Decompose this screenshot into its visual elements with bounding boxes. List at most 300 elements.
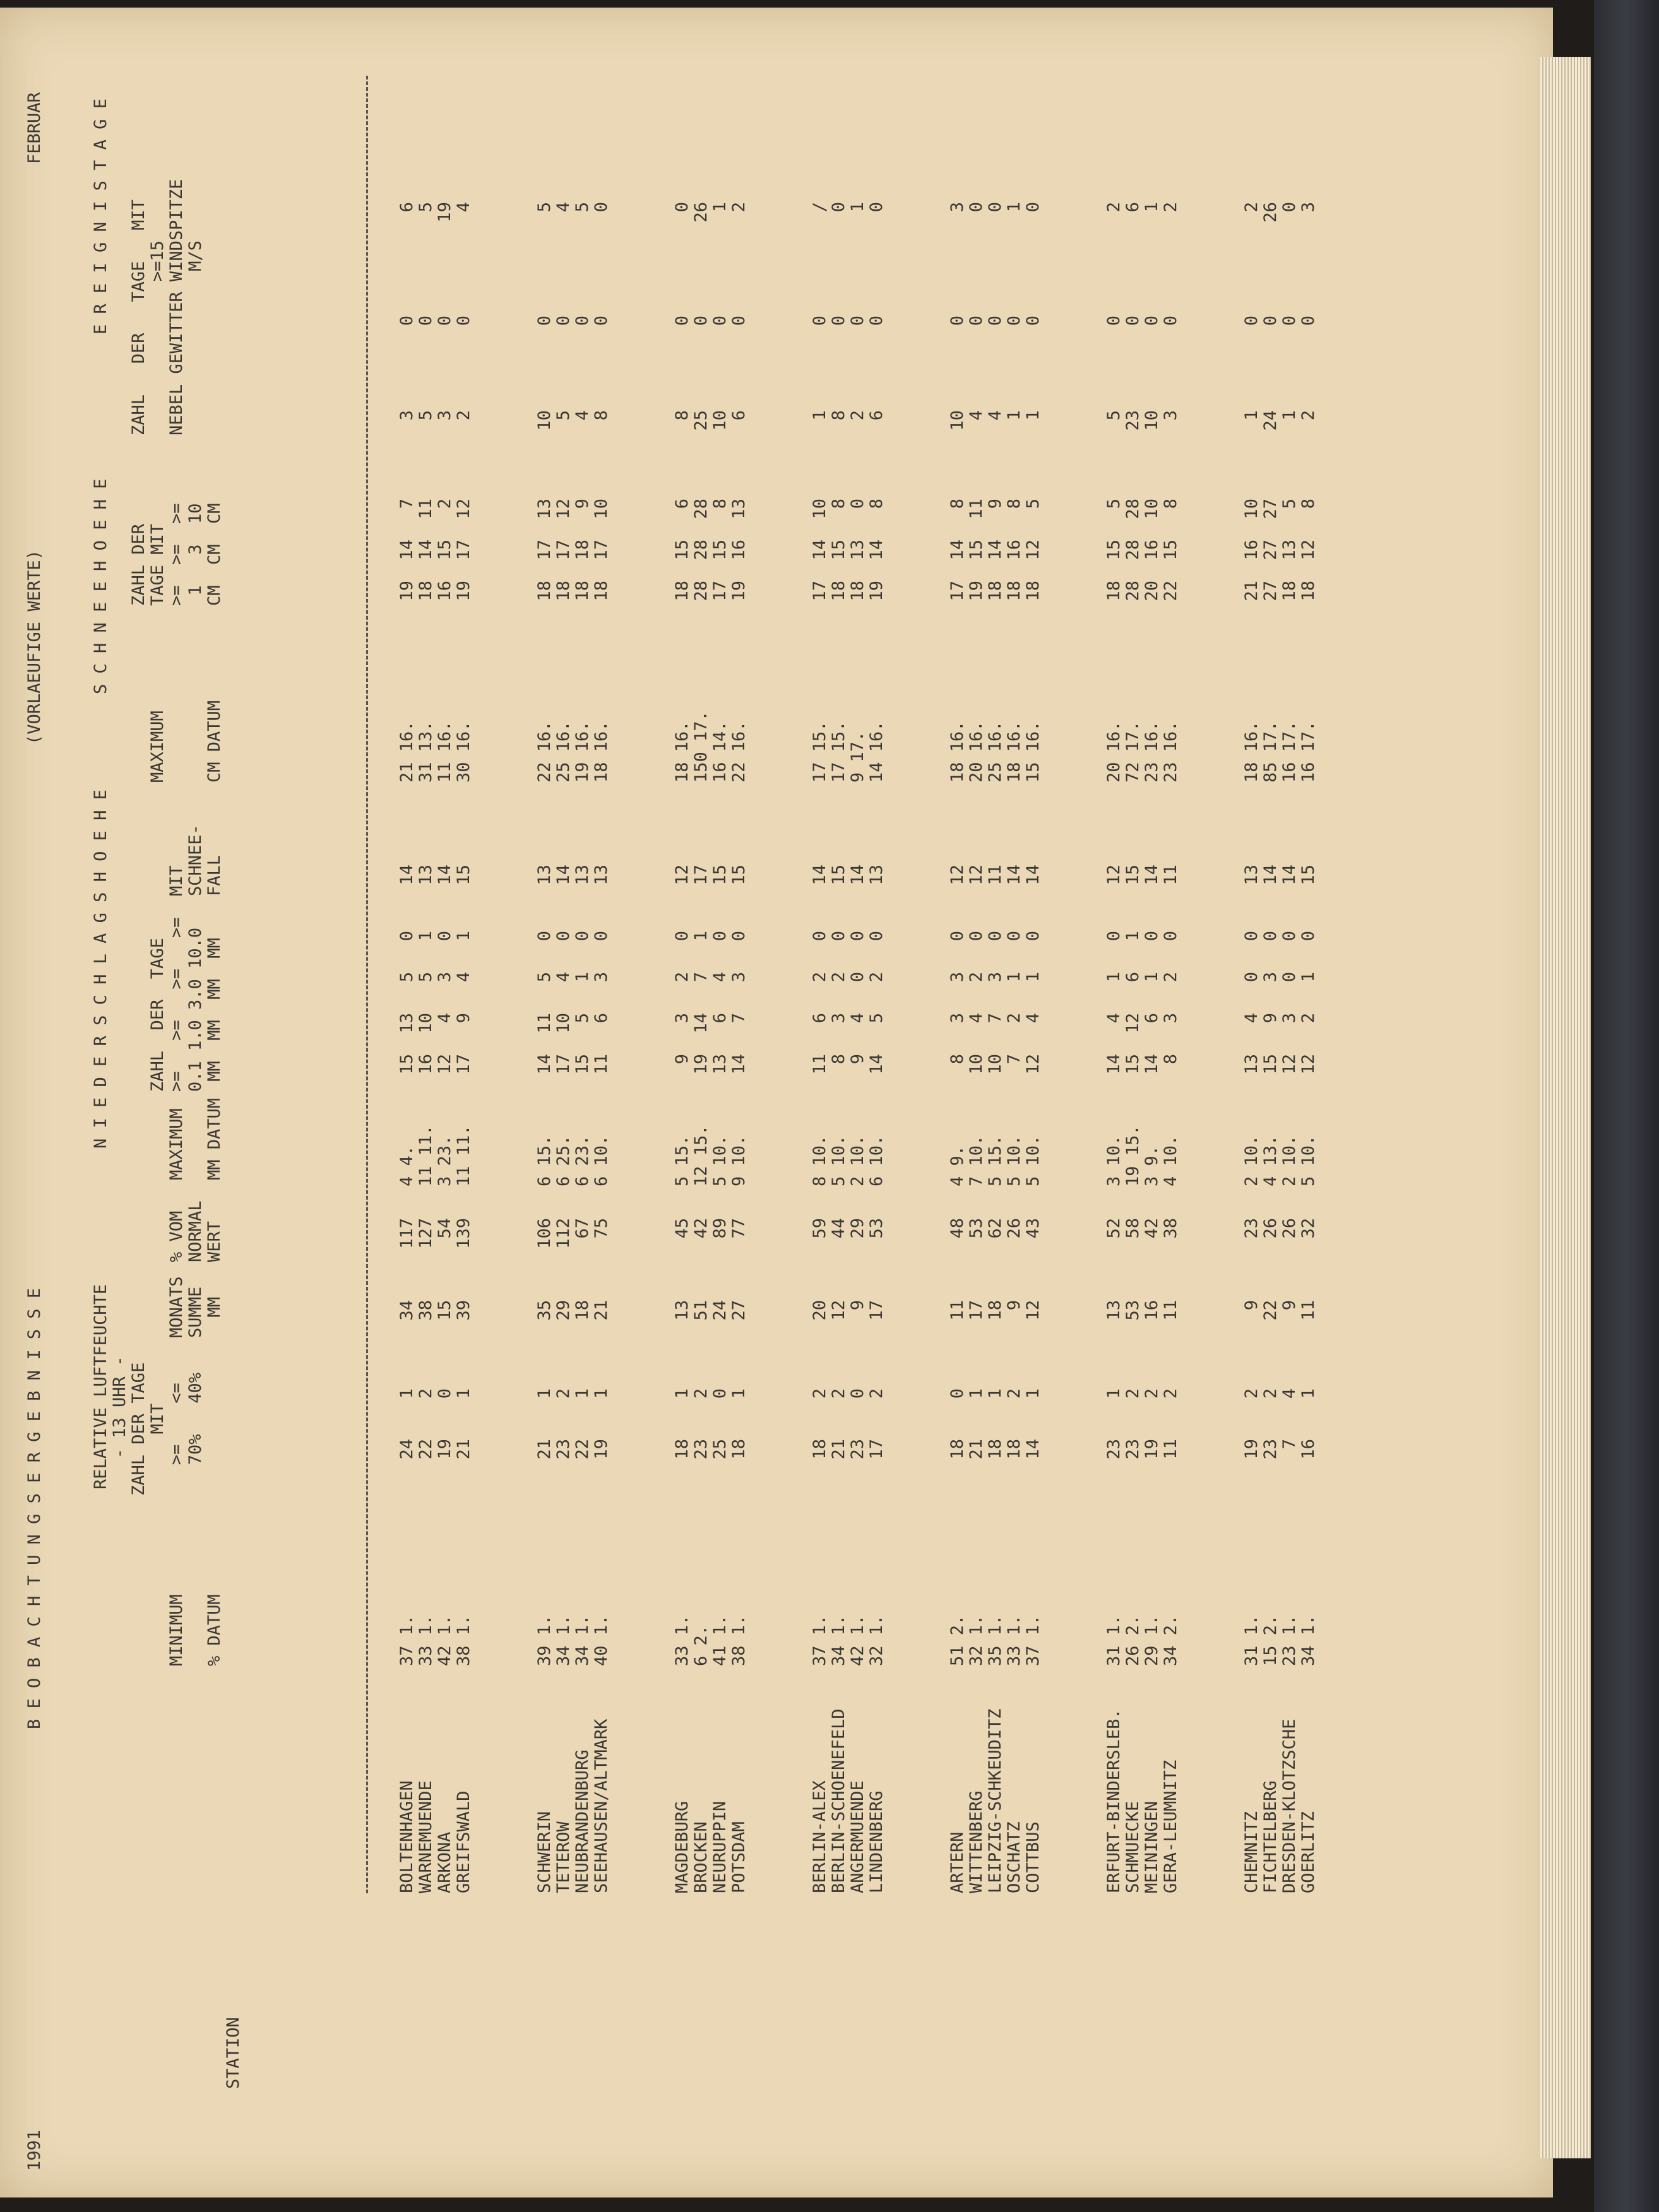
days-ge-70: 19 (592, 1439, 611, 1460)
station-name: GREIFSWALD (454, 1790, 473, 1893)
wind-gust-days: 0 (867, 202, 886, 213)
days-ge-1-0: 13 (397, 1013, 417, 1034)
snow-days-header: ZAHL DER TAGE MIT >= >= >= 1 3 10 CM CM CM (129, 503, 224, 606)
days-ge-1-0: 3 (1161, 1013, 1180, 1024)
days-ge-1-0: 10 (554, 1013, 573, 1034)
thunderstorm-days: 0 (729, 316, 749, 326)
thunderstorm-days: 0 (1299, 316, 1318, 326)
precip-max: 4 4. (397, 1145, 417, 1186)
humidity-heading: RELATIVE LUFTFEUCHTE - 13 UHR - (91, 1284, 129, 1489)
station-name: FICHTELBERG (1261, 1780, 1280, 1893)
snowfall-days: 13 (592, 865, 611, 885)
precip-pct-normal: 42 (691, 1218, 711, 1239)
precip-max: 5 10. (1023, 1135, 1043, 1186)
humidity-min: 34 2. (1161, 1614, 1180, 1666)
wind-gust-days: 2 (729, 202, 749, 213)
precip-sum: 35 (535, 1300, 554, 1321)
wind-gust-days: 4 (454, 202, 473, 213)
snow-days-ge-1: 18 (592, 581, 611, 601)
days-ge-0-1: 12 (435, 1054, 455, 1075)
days-ge-3-0: 0 (1242, 972, 1261, 983)
fog-days: 2 (1299, 410, 1318, 421)
snow-days-ge-10: 10 (592, 499, 611, 519)
wind-gust-days: 3 (1299, 202, 1318, 213)
precip-pct-normal: 52 (1104, 1218, 1124, 1239)
station-name: BERLIN-ALEX (810, 1780, 830, 1893)
snow-max: 21 16. (397, 721, 417, 783)
fog-days: 1 (810, 410, 830, 421)
days-ge-0-1: 14 (867, 1054, 886, 1075)
precip-sum: 12 (829, 1300, 848, 1321)
humidity-min: 35 1. (985, 1614, 1005, 1666)
snowfall-days: 13 (867, 865, 886, 885)
thunderstorm-days: 0 (592, 316, 611, 326)
snow-max: 18 16. (592, 721, 611, 783)
snow-days-ge-10: 13 (729, 499, 749, 519)
snow-max: 22 16. (729, 721, 749, 783)
days-le-40: 0 (710, 1388, 730, 1399)
snowfall-days: 15 (1123, 865, 1143, 885)
snowfall-days: 17 (691, 865, 711, 885)
fog-days: 6 (729, 410, 749, 421)
thunderstorm-days: 0 (1104, 316, 1124, 326)
days-ge-0-1: 8 (829, 1054, 848, 1065)
snow-max: 18 16. (1004, 721, 1024, 783)
days-ge-70: 23 (691, 1439, 711, 1460)
snow-max: 9 17. (848, 731, 867, 783)
station-name: DRESDEN-KLOTZSCHE (1280, 1718, 1299, 1893)
days-ge-70: 16 (1299, 1439, 1318, 1460)
days-ge-70: 19 (1242, 1439, 1261, 1460)
wind-gust-days: 1 (848, 202, 867, 213)
fog-days: 10 (710, 410, 730, 431)
days-le-40: 1 (1104, 1388, 1124, 1399)
days-ge-70: 23 (1261, 1439, 1280, 1460)
days-ge-1-0: 2 (1004, 1013, 1024, 1024)
wind-gust-days: 0 (966, 202, 986, 213)
days-ge-10-0: 0 (672, 931, 692, 942)
precip-sum: 9 (1004, 1300, 1024, 1311)
precip-sum: 34 (397, 1300, 417, 1321)
days-ge-3-0: 2 (672, 972, 692, 983)
thunderstorm-days: 0 (672, 316, 692, 326)
humidity-min: 31 1. (1242, 1614, 1261, 1666)
days-ge-70: 23 (554, 1439, 573, 1460)
days-ge-1-0: 14 (691, 1013, 711, 1034)
days-ge-1-0: 6 (1142, 1013, 1162, 1024)
days-ge-10-0: 0 (1242, 931, 1261, 942)
days-ge-70: 21 (829, 1439, 848, 1460)
precip-sum: 18 (985, 1300, 1005, 1321)
fog-days: 5 (1104, 410, 1124, 421)
snow-days-ge-1: 18 (1023, 581, 1043, 601)
precip-max: 2 10. (848, 1135, 867, 1186)
days-ge-10-0: 0 (710, 931, 730, 942)
station-name: SEEHAUSEN/ALTMARK (592, 1718, 611, 1893)
precip-sum: 22 (1261, 1300, 1280, 1321)
days-le-40: 2 (867, 1388, 886, 1399)
days-ge-1-0: 6 (810, 1013, 830, 1024)
precip-pct-normal: 59 (810, 1218, 830, 1239)
snow-days-ge-1: 18 (1299, 581, 1318, 601)
days-ge-0-1: 13 (710, 1054, 730, 1075)
humidity-min: 51 2. (948, 1614, 967, 1666)
station-name: WARNEMUENDE (416, 1780, 436, 1893)
snow-days-ge-1: 19 (397, 581, 417, 601)
days-ge-1-0: 3 (1280, 1013, 1299, 1024)
humidity-min: 34 1. (829, 1614, 848, 1666)
days-ge-0-1: 14 (729, 1054, 749, 1075)
days-le-40: 2 (1142, 1388, 1162, 1399)
precip-max: 9 10. (729, 1135, 749, 1186)
snow-days-ge-10: 10 (1142, 499, 1162, 519)
days-le-40: 2 (810, 1388, 830, 1399)
events-heading: E R E I G N I S T A G E (91, 98, 110, 334)
snow-days-ge-3: 14 (397, 540, 417, 560)
snow-days-ge-1: 18 (672, 581, 692, 601)
snow-days-ge-10: 0 (848, 499, 867, 509)
snow-days-ge-1: 18 (829, 581, 848, 601)
days-ge-3-0: 3 (985, 972, 1005, 983)
snow-days-ge-3: 14 (985, 540, 1005, 560)
precip-pct-normal: 48 (948, 1218, 967, 1239)
wind-gust-days: 0 (672, 202, 692, 213)
snow-max: 22 16. (535, 721, 554, 783)
fog-days: 5 (554, 410, 573, 421)
days-ge-70: 22 (573, 1439, 592, 1460)
humidity-min-header: MINIMUM % DATUM (167, 1594, 224, 1666)
days-ge-1-0: 12 (1123, 1013, 1143, 1034)
days-le-40: 1 (397, 1388, 417, 1399)
days-ge-0-1: 13 (1242, 1054, 1261, 1075)
snow-days-ge-10: 8 (867, 499, 886, 509)
thunderstorm-days: 0 (554, 316, 573, 326)
days-le-40: 1 (454, 1388, 473, 1399)
humidity-min: 33 1. (1004, 1614, 1024, 1666)
snowfall-days-header: MIT SCHNEE- FALL (167, 824, 224, 896)
thunderstorm-days: 0 (397, 316, 417, 326)
precip-pct-normal: 26 (1261, 1218, 1280, 1239)
days-ge-70: 18 (948, 1439, 967, 1460)
snow-days-ge-3: 14 (948, 540, 967, 560)
snow-days-ge-10: 7 (397, 499, 417, 509)
humidity-min: 38 1. (454, 1614, 473, 1666)
thunderstorm-days: 0 (535, 316, 554, 326)
days-ge-10-0: 0 (867, 931, 886, 942)
wind-gust-days: 3 (948, 202, 967, 213)
days-ge-70: 23 (848, 1439, 867, 1460)
thunderstorm-days: 0 (1242, 316, 1261, 326)
snowfall-days: 14 (810, 865, 830, 885)
days-ge-0-1: 14 (1142, 1054, 1162, 1075)
humidity-min: 38 1. (729, 1614, 749, 1666)
precip-pct-normal: 127 (416, 1218, 436, 1249)
snow-days-ge-10: 8 (948, 499, 967, 509)
snow-days-ge-10: 5 (1104, 499, 1124, 509)
days-ge-70: 11 (1161, 1439, 1180, 1460)
precip-max: 5 10. (1004, 1135, 1024, 1186)
days-ge-0-1: 9 (672, 1054, 692, 1065)
thunderstorm-days: 0 (1161, 316, 1180, 326)
days-ge-10-0: 0 (829, 931, 848, 942)
days-ge-0-1: 15 (1261, 1054, 1280, 1075)
snowfall-days: 14 (1280, 865, 1299, 885)
wind-gust-days: 2 (1161, 202, 1180, 213)
precip-sum: 20 (810, 1300, 830, 1321)
days-ge-0-1: 9 (848, 1054, 867, 1065)
snow-days-ge-1: 19 (729, 581, 749, 601)
days-ge-1-0: 4 (435, 1013, 455, 1024)
days-ge-0-1: 8 (948, 1054, 967, 1065)
snow-heading: S C H N E E H O E H E (91, 478, 110, 694)
days-ge-10-0: 0 (1280, 931, 1299, 942)
days-ge-10-0: 0 (1161, 931, 1180, 942)
days-ge-10-0: 0 (848, 931, 867, 942)
days-le-40: 2 (554, 1388, 573, 1399)
days-ge-1-0: 11 (535, 1013, 554, 1034)
year-label: 1991 (25, 2129, 44, 2171)
precip-max: 4 13. (1261, 1135, 1280, 1186)
snow-days-ge-10: 5 (1280, 499, 1299, 509)
precip-max: 4 10. (1161, 1135, 1180, 1186)
station-name: CHEMNITZ (1242, 1811, 1261, 1893)
days-ge-3-0: 2 (810, 972, 830, 983)
snow-days-ge-1: 17 (710, 581, 730, 601)
wind-gust-days: 0 (985, 202, 1005, 213)
station-name: COTTBUS (1023, 1821, 1043, 1893)
days-ge-70: 7 (1280, 1439, 1299, 1450)
precip-max: 6 15. (535, 1135, 554, 1186)
humidity-min: 26 2. (1123, 1614, 1143, 1666)
days-ge-70: 14 (1023, 1439, 1043, 1460)
station-name: GERA-LEUMNITZ (1161, 1760, 1180, 1893)
precip-sum: 27 (729, 1300, 749, 1321)
snow-days-ge-10: 9 (985, 499, 1005, 509)
days-ge-70: 17 (867, 1439, 886, 1460)
humidity-min: 23 1. (1280, 1614, 1299, 1666)
header-separator (366, 76, 368, 1893)
humidity-min: 15 2. (1261, 1614, 1280, 1666)
events-header: ZAHL DER TAGE MIT >=15 NEBEL GEWITTER WINDSPITZE M/S (129, 179, 205, 435)
snowfall-days: 15 (729, 865, 749, 885)
precip-max: 6 25. (554, 1135, 573, 1186)
days-ge-70: 18 (1004, 1439, 1024, 1460)
wind-gust-days: 4 (554, 202, 573, 213)
subtitle: (VORLAEUFIGE WERTE) (25, 550, 44, 745)
snow-days-ge-1: 18 (1280, 581, 1299, 601)
days-ge-10-0: 1 (454, 931, 473, 942)
wind-gust-days: 26 (1261, 202, 1280, 223)
snow-days-ge-3: 16 (729, 540, 749, 560)
thunderstorm-days: 0 (867, 316, 886, 326)
snow-days-ge-3: 14 (867, 540, 886, 560)
fog-days: 4 (985, 410, 1005, 421)
precip-max: 6 10. (592, 1135, 611, 1186)
snow-days-ge-3: 17 (592, 540, 611, 560)
humidity-min: 33 1. (672, 1614, 692, 1666)
station-name: NEURUPPIN (710, 1801, 730, 1893)
days-le-40: 2 (1004, 1388, 1024, 1399)
station-name: LEIPZIG-SCHKEUDITZ (985, 1708, 1005, 1893)
days-le-40: 0 (948, 1388, 967, 1399)
days-ge-10-0: 0 (592, 931, 611, 942)
days-ge-1-0: 6 (710, 1013, 730, 1024)
station-name: ARKONA (435, 1831, 455, 1893)
precip-max: 3 23. (435, 1135, 455, 1186)
days-ge-3-0: 4 (710, 972, 730, 983)
days-ge-10-0: 0 (1104, 931, 1124, 942)
snow-max: 31 13. (416, 721, 436, 783)
fog-days: 1 (1280, 410, 1299, 421)
precip-pct-normal: 42 (1142, 1218, 1162, 1239)
snowfall-days: 12 (672, 865, 692, 885)
precip-max: 5 10. (710, 1135, 730, 1186)
snow-max: 23 16. (1142, 721, 1162, 783)
days-ge-10-0: 0 (729, 931, 749, 942)
precip-sum: 12 (1023, 1300, 1043, 1321)
days-ge-3-0: 1 (1004, 972, 1024, 983)
days-ge-3-0: 2 (1161, 972, 1180, 983)
snow-days-ge-1: 21 (1242, 581, 1261, 601)
snow-days-ge-1: 18 (1004, 581, 1024, 601)
snowfall-days: 12 (966, 865, 986, 885)
thunderstorm-days: 0 (829, 316, 848, 326)
precip-pct-normal: 43 (1023, 1218, 1043, 1239)
precip-pct-normal: 38 (1161, 1218, 1180, 1239)
days-ge-10-0: 0 (1004, 931, 1024, 942)
precip-sum: 11 (948, 1300, 967, 1321)
station-name: GOERLITZ (1299, 1811, 1318, 1893)
precip-pct-normal: 45 (672, 1218, 692, 1239)
precip-sum: 13 (1104, 1300, 1124, 1321)
precip-sum: 15 (435, 1300, 455, 1321)
days-ge-70: 21 (966, 1439, 986, 1460)
days-ge-3-0: 1 (1104, 972, 1124, 983)
days-ge-3-0: 5 (416, 972, 436, 983)
days-le-40: 2 (1161, 1388, 1180, 1399)
snowfall-days: 13 (535, 865, 554, 885)
snow-days-ge-10: 9 (573, 499, 592, 509)
days-ge-70: 21 (535, 1439, 554, 1460)
days-le-40: 0 (435, 1388, 455, 1399)
days-ge-70: 21 (454, 1439, 473, 1460)
month-label: FEBRUAR (25, 92, 44, 164)
snow-days-ge-1: 18 (535, 581, 554, 601)
precip-max: 6 23. (573, 1135, 592, 1186)
days-ge-3-0: 1 (1142, 972, 1162, 983)
days-le-40: 1 (729, 1388, 749, 1399)
humidity-min: 32 1. (966, 1614, 986, 1666)
snow-days-ge-3: 15 (829, 540, 848, 560)
days-ge-3-0: 3 (435, 972, 455, 983)
days-le-40: 1 (985, 1388, 1005, 1399)
snow-days-ge-3: 18 (573, 540, 592, 560)
snow-max: 14 16. (867, 721, 886, 783)
days-ge-70: 18 (985, 1439, 1005, 1460)
days-le-40: 1 (573, 1388, 592, 1399)
days-ge-1-0: 3 (948, 1013, 967, 1024)
days-le-40: 1 (1023, 1388, 1043, 1399)
precip-normal-header: % VOM NORMAL WERT (167, 1200, 224, 1262)
wind-gust-days: 5 (416, 202, 436, 213)
thunderstorm-days: 0 (1261, 316, 1280, 326)
precip-max: 19 15. (1123, 1125, 1143, 1186)
precip-pct-normal: 44 (829, 1218, 848, 1239)
page-title: B E O B A C H T U N G S E R G E B N I S S E (25, 1288, 44, 1729)
snowfall-days: 12 (1104, 865, 1124, 885)
precipitation-heading: N I E D E R S C H L A G S H O E H E (91, 790, 110, 1149)
precip-sum: 17 (867, 1300, 886, 1321)
days-ge-0-1: 17 (454, 1054, 473, 1075)
days-ge-70: 18 (672, 1439, 692, 1460)
station-name: BOLTENHAGEN (397, 1780, 417, 1893)
precip-sum: 9 (848, 1300, 867, 1311)
thunderstorm-days: 0 (948, 316, 967, 326)
wind-gust-days: 0 (829, 202, 848, 213)
precip-max: 7 10. (966, 1135, 986, 1186)
rotated-table (25, 38, 1351, 2171)
station-name: ERFURT-BINDERSLEB. (1104, 1708, 1124, 1893)
humidity-min: 37 1. (397, 1614, 417, 1666)
snow-days-ge-3: 28 (1123, 540, 1143, 560)
days-ge-0-1: 16 (416, 1054, 436, 1075)
snow-days-ge-3: 16 (1004, 540, 1024, 560)
days-ge-3-0: 3 (1261, 972, 1280, 983)
precip-pct-normal: 77 (729, 1218, 749, 1239)
days-ge-0-1: 7 (1004, 1054, 1024, 1065)
station-name: BERLIN-SCHOENEFELD (829, 1708, 848, 1893)
snow-max: 19 16. (573, 721, 592, 783)
snow-max: 85 17. (1261, 721, 1280, 783)
precip-sum: 21 (592, 1300, 611, 1321)
snow-days-ge-10: 28 (691, 499, 711, 519)
days-ge-1-0: 9 (454, 1013, 473, 1024)
snow-days-ge-3: 16 (1242, 540, 1261, 560)
fog-days: 1 (1004, 410, 1024, 421)
days-ge-70: 23 (1123, 1439, 1143, 1460)
snowfall-days: 14 (1261, 865, 1280, 885)
snow-days-ge-3: 17 (454, 540, 473, 560)
snow-days-ge-1: 19 (966, 581, 986, 601)
days-ge-0-1: 17 (554, 1054, 573, 1075)
precip-pct-normal: 53 (867, 1218, 886, 1239)
wind-gust-days: 0 (1280, 202, 1299, 213)
precip-max: 2 10. (1280, 1135, 1299, 1186)
snow-days-ge-3: 14 (810, 540, 830, 560)
days-ge-0-1: 12 (1023, 1054, 1043, 1075)
fog-days: 3 (1161, 410, 1180, 421)
wind-gust-days: 2 (1104, 202, 1124, 213)
days-ge-0-1: 15 (1123, 1054, 1143, 1075)
days-ge-1-0: 2 (1299, 1013, 1318, 1024)
precip-sum-header: MONATS SUMME MM (167, 1276, 224, 1338)
snow-max: 20 16. (1104, 721, 1124, 783)
snow-days-ge-3: 13 (848, 540, 867, 560)
fog-days: 10 (535, 410, 554, 431)
days-ge-0-1: 14 (535, 1054, 554, 1075)
thunderstorm-days: 0 (454, 316, 473, 326)
humidity-min: 41 1. (710, 1614, 730, 1666)
precip-sum: 18 (573, 1300, 592, 1321)
precip-pct-normal: 53 (966, 1218, 986, 1239)
humidity-min: 33 1. (416, 1614, 436, 1666)
days-ge-10-0: 0 (810, 931, 830, 942)
humidity-min: 37 1. (1023, 1614, 1043, 1666)
snow-days-ge-1: 20 (1142, 581, 1162, 601)
snow-days-ge-1: 18 (573, 581, 592, 601)
station-name: BROCKEN (691, 1821, 711, 1893)
snow-days-ge-10: 5 (1023, 499, 1043, 509)
